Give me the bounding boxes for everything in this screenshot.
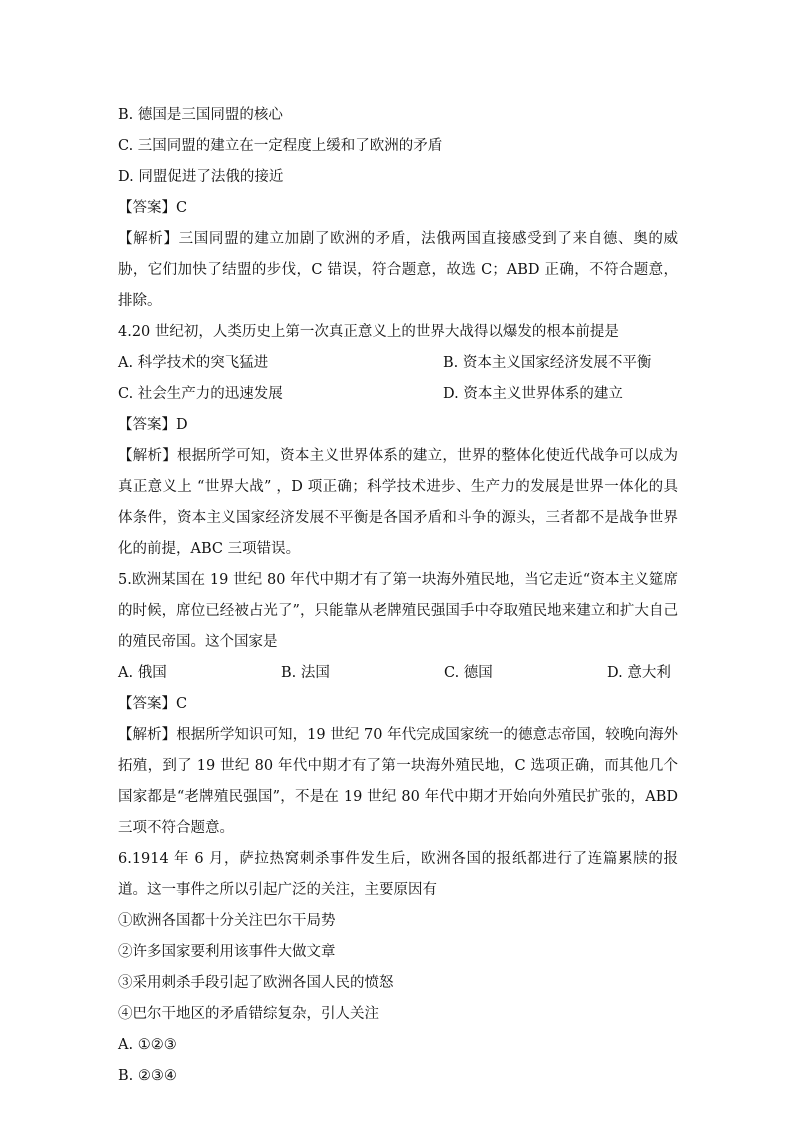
- q4-option-d: D. 资本主义世界体系的建立: [443, 386, 623, 402]
- q5-option-c: C. 德国: [444, 665, 493, 681]
- q4-answer: 【答案】D: [118, 417, 188, 433]
- q5-option-a: A. 俄国: [118, 665, 167, 681]
- q5-option-d: D. 意大利: [607, 665, 671, 681]
- document-page: [118, 100, 678, 1092]
- q4-options-row-1: [118, 348, 678, 379]
- q4-stem: 4.20 世纪初，人类历史上第一次真正意义上的世界大战得以爆发的根本前提是: [118, 324, 619, 340]
- q3-answer: 【答案】C: [118, 200, 188, 216]
- q5-analysis: 【解析】根据所学知识可知，19 世纪 70 年代完成国家统一的德意志帝国，较晚向海外拓殖，到了 19 世纪 80 年代中期才有了第一块海外殖民地，C 选项正确，而其他几个国家都是“老牌殖民强国”，不是在 19 世纪 80 年代中期才开始向外殖民扩张的，ABD 三项不符合题意。: [118, 727, 678, 836]
- q4-analysis: 【解析】根据所学可知，资本主义世界体系的建立，世界的整体化使近代战争可以成为真正意义上 “世界大战” ，D 项正确；科学技术进步、生产力的发展是世界一体化的具体条件，资本主义国家经济发展不平衡是各国矛盾和斗争的源头，三者都不是战争世界化的前提，ABC 三项错误。: [118, 448, 678, 557]
- q5-option-b: B. 法国: [281, 665, 330, 681]
- q6-option-a: A. ①②③: [118, 1037, 177, 1053]
- q3-analysis: 【解析】三国同盟的建立加剧了欧洲的矛盾，法俄两国直接感受到了来自德、奥的威胁，它们加快了结盟的步伐，C 错误，符合题意，故选 C；ABD 正确，不符合题意，排除。: [118, 231, 678, 309]
- q6-stem: 6.1914 年 6 月，萨拉热窝刺杀事件发生后，欧洲各国的报纸都进行了连篇累牍的报道。这一事件之所以引起广泛的关注，主要原因有: [118, 851, 678, 898]
- q3-option-d: D. 同盟促进了法俄的接近: [118, 169, 284, 185]
- q5-options-row: [118, 658, 678, 689]
- q6-item-3: ③采用刺杀手段引起了欧洲各国人民的愤怒: [118, 975, 394, 991]
- q5-answer: 【答案】C: [118, 696, 188, 712]
- q6-item-4: ④巴尔干地区的矛盾错综复杂，引人关注: [118, 1006, 379, 1022]
- q6-item-1: ①欧洲各国都十分关注巴尔干局势: [118, 913, 336, 929]
- q6-item-2: ②许多国家要利用该事件大做文章: [118, 944, 336, 960]
- q3-option-c: C. 三国同盟的建立在一定程度上缓和了欧洲的矛盾: [118, 138, 443, 154]
- q4-option-c: C. 社会生产力的迅速发展: [118, 386, 283, 402]
- q5-stem: 5.欧洲某国在 19 世纪 80 年代中期才有了第一块海外殖民地，当它走近“资本主义筵席的时候，席位已经被占光了”，只能靠从老牌殖民强国手中夺取殖民地来建立和扩大自己的殖民帝国。这个国家是: [118, 572, 678, 650]
- q4-option-a: A. 科学技术的突飞猛进: [118, 355, 269, 371]
- q4-option-b: B. 资本主义国家经济发展不平衡: [443, 355, 652, 371]
- q6-option-b: B. ②③④: [118, 1068, 177, 1084]
- q4-options-row-2: [118, 379, 678, 410]
- q3-option-b: B. 德国是三国同盟的核心: [118, 107, 283, 123]
